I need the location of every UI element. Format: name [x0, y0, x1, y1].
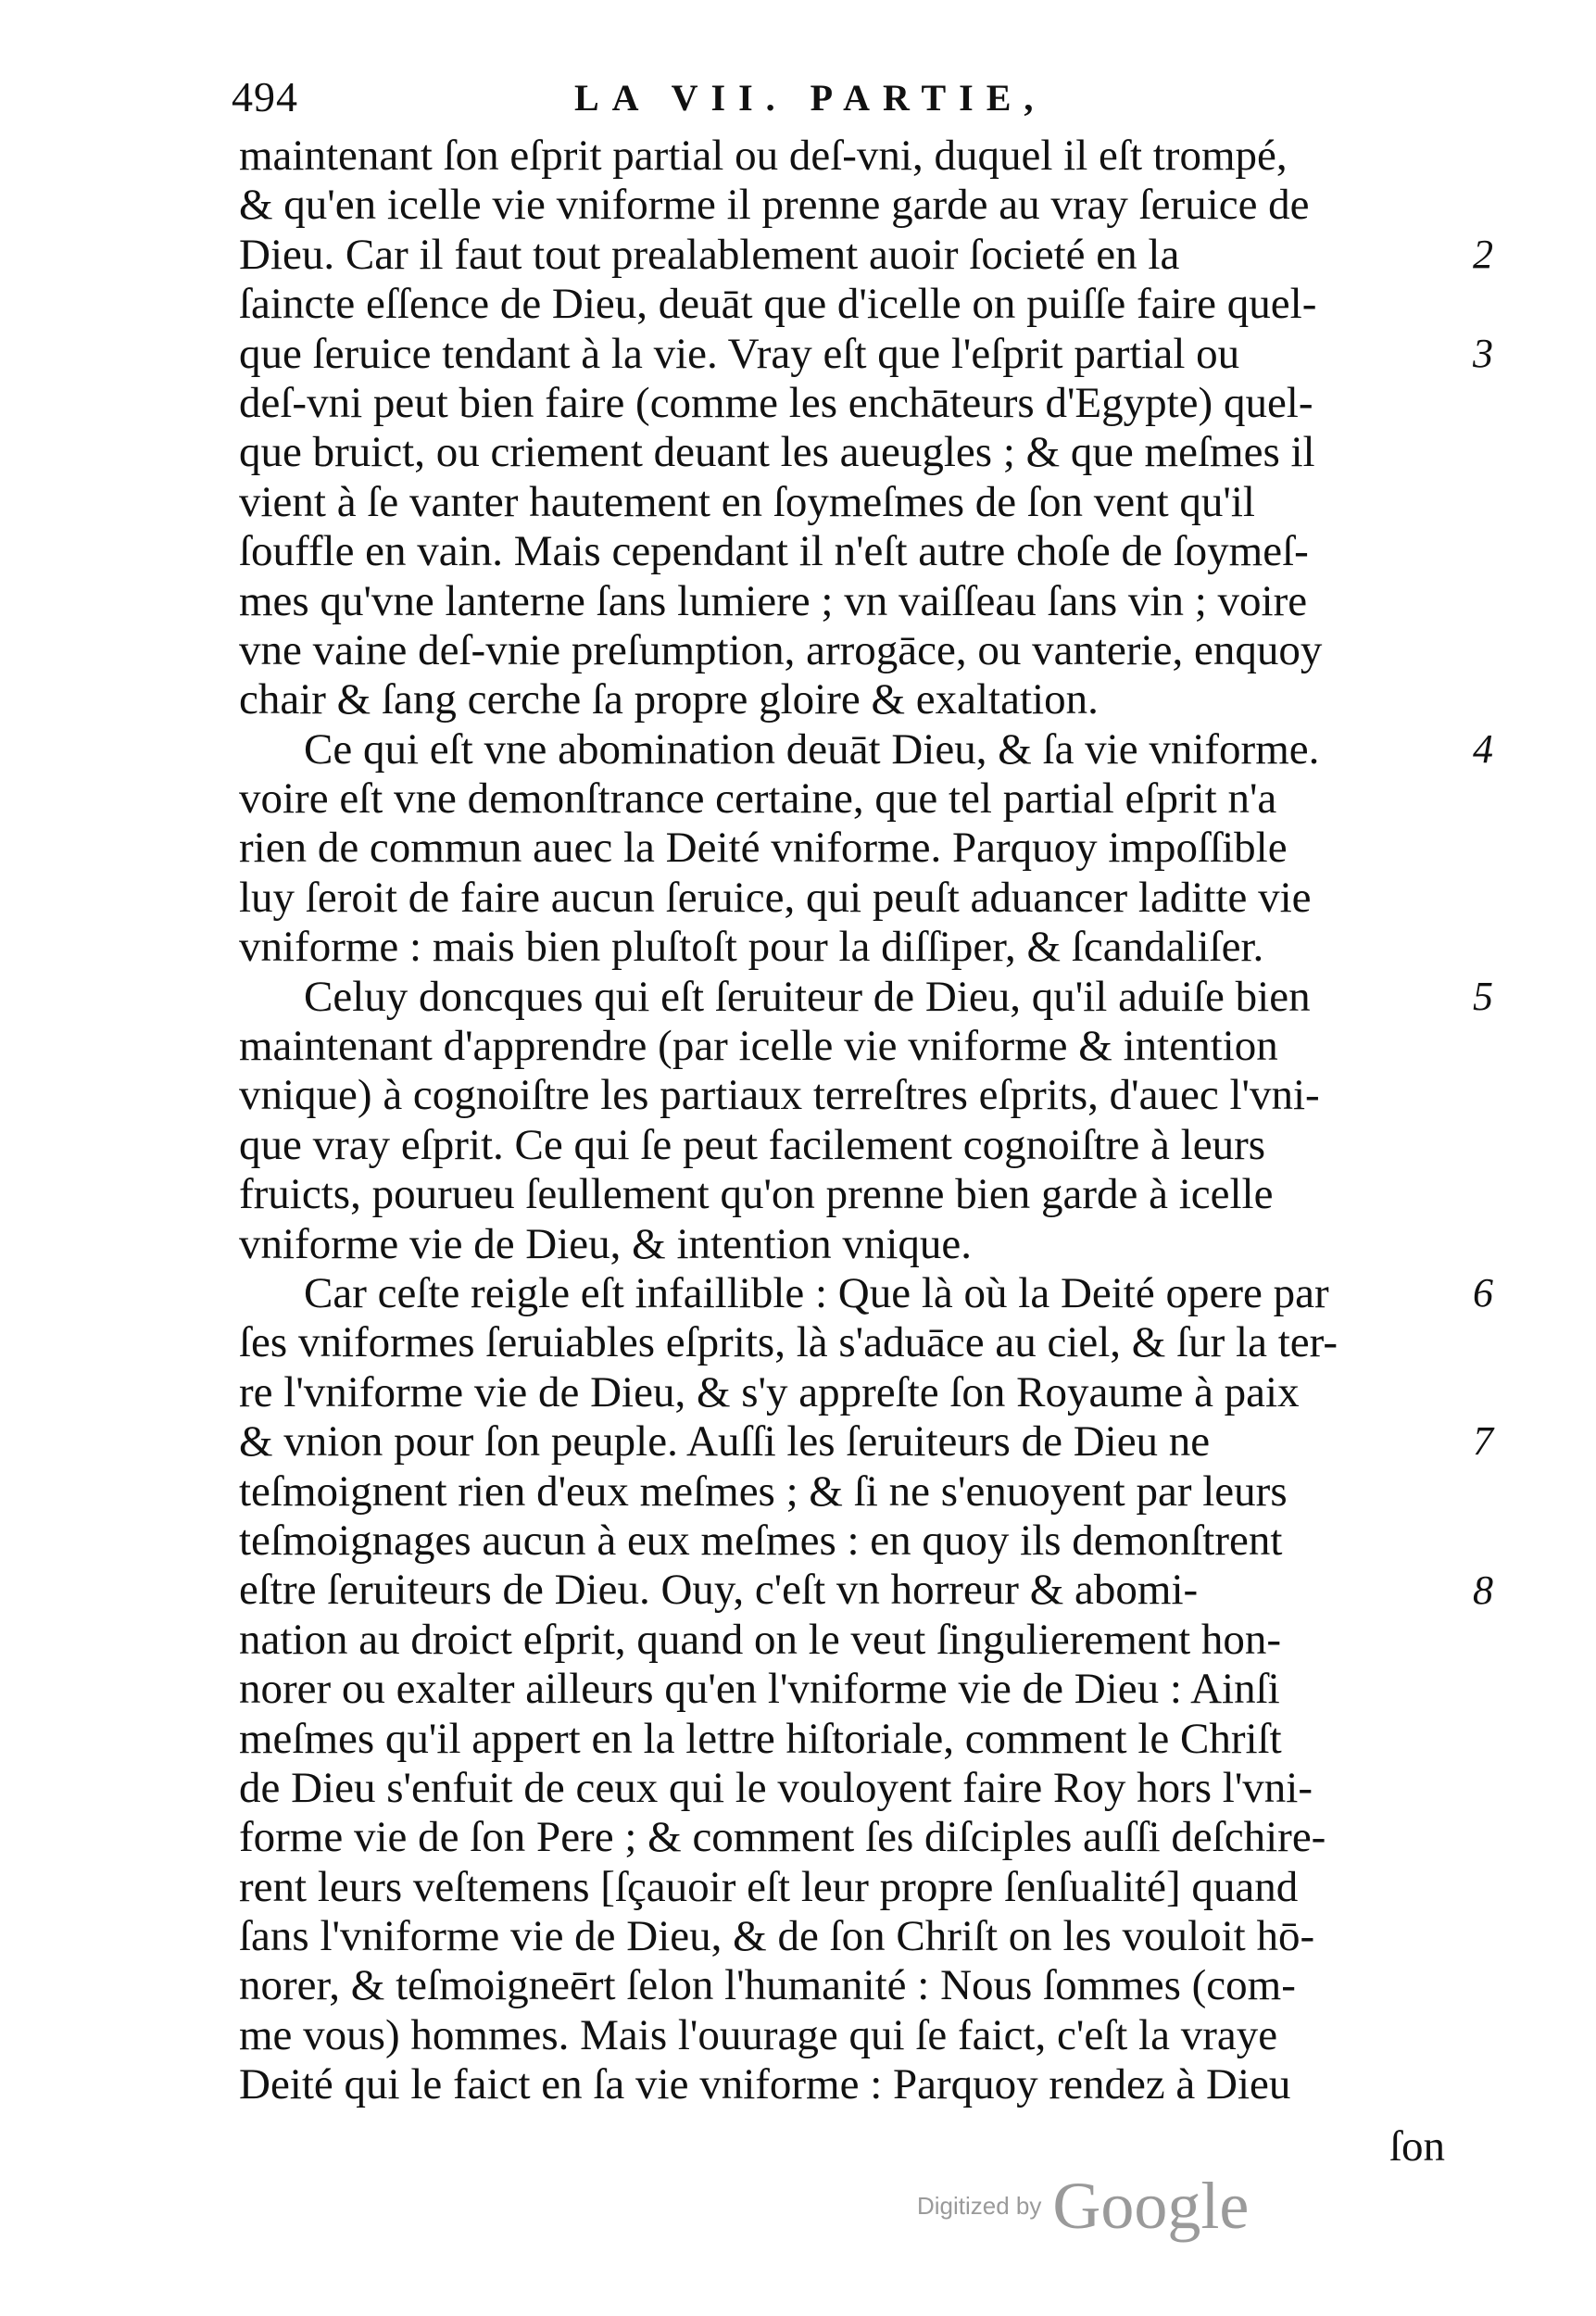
text-line: que vray eſprit. Ce qui ſe peut facilement cognoiſtre à leurs — [239, 1120, 1266, 1169]
text-line: de Dieu s'enfuit de ceux qui le vouloyent faire Roy hors l'vni- — [239, 1763, 1313, 1812]
text-line: luy ſeroit de faire aucun ſeruice, qui peuſt aduancer laditte vie — [239, 873, 1312, 922]
text-line: Dieu. Car il faut tout prealablement auoir ſocieté en la — [239, 230, 1180, 279]
text-line: teſmoignent rien d'eux meſmes ; & ſi ne s'enuoyent par leurs — [239, 1466, 1288, 1516]
text-line: fruicts, pourueu ſeullement qu'on prenne bien garde à icelle — [239, 1170, 1274, 1219]
text-line: Ce qui eſt vne abomination deuāt Dieu, & ſa vie vniforme. — [304, 724, 1320, 774]
text-line: mes qu'vne lanterne ſans lumiere ; vn vaiſſeau ſans vin ; voire — [239, 576, 1308, 625]
text-line: ſes vniformes ſeruiables eſprits, là s'aduāce au ciel, & ſur la ter- — [239, 1318, 1338, 1367]
text-line: que bruict, ou criement deuant les aueugles ; & que meſmes il — [239, 428, 1315, 477]
watermark-prefix: Digitized by — [917, 2192, 1042, 2220]
page-header — [232, 72, 1473, 137]
text-line: re l'vniforme vie de Dieu, & s'y appreſte ſon Royaume à paix — [239, 1367, 1300, 1416]
text-line: maintenant d'apprendre (par icelle vie vniforme & intention — [239, 1022, 1278, 1071]
text-line: & qu'en icelle vie vniforme il prenne garde au vray ſeruice de — [239, 181, 1310, 230]
text-line: meſmes qu'il appert en la lettre hiſtoriale, comment le Chriſt — [239, 1714, 1282, 1763]
margin-verse-number: 2 — [1473, 231, 1493, 277]
text-line: que ſeruice tendant à la vie. Vray eſt que l'eſprit partial ou — [239, 329, 1240, 378]
margin-verse-number: 7 — [1473, 1418, 1493, 1465]
text-line: deſ-vni peut bien faire (comme les enchāteurs d'Egypte) quel- — [239, 378, 1313, 427]
text-line: ſans l'vniforme vie de Dieu, & de ſon Chriſt on les vouloit hō- — [239, 1912, 1315, 1961]
text-line: eſtre ſeruiteurs de Dieu. Ouy, c'eſt vn horreur & abomi- — [239, 1566, 1199, 1615]
text-line: vient à ſe vanter hautement en ſoymeſmes de ſon vent qu'il — [239, 477, 1255, 526]
text-line: norer, & teſmoigneērt ſelon l'humanité : Nous ſommes (com- — [239, 1961, 1296, 2010]
text-line: voire eſt vne demonſtrance certaine, que tel partial eſprit n'a — [239, 774, 1277, 824]
text-line: norer ou exalter ailleurs qu'en l'vniforme vie de Dieu : Ainſi — [239, 1665, 1280, 1714]
margin-verse-number: 8 — [1473, 1567, 1493, 1613]
text-line: me vous) hommes. Mais l'ouurage qui ſe faict, c'eſt la vraye — [239, 2010, 1278, 2059]
catchword: ſon — [1389, 2122, 1446, 2171]
text-line: ſouffle en vain. Mais cependant il n'eſt autre choſe de ſoymeſ- — [239, 527, 1309, 576]
text-line: vnique) à cognoiſtre les partiaux terreſtres eſprits, d'auec l'vni- — [239, 1071, 1320, 1120]
text-line: rien de commun auec la Deité vniforme. Parquoy impoſſible — [239, 824, 1288, 873]
text-line: vne vaine deſ-vnie preſumption, arrogāce, ou vanterie, enquoy — [239, 625, 1323, 674]
margin-verse-number: 3 — [1473, 330, 1493, 376]
text-line: vniforme vie de Dieu, & intention vnique. — [239, 1219, 972, 1268]
text-line: forme vie de ſon Pere ; & comment ſes diſciples auſſi deſchire- — [239, 1813, 1326, 1862]
text-line: Deité qui le faict en ſa vie vniforme : Parquoy rendez à Dieu — [239, 2060, 1291, 2109]
margin-verse-number: 5 — [1473, 973, 1493, 1019]
body-text — [239, 132, 1462, 2110]
page-number: 494 — [232, 73, 298, 120]
text-line: Car ceſte reigle eſt infaillible : Que là où la Deité opere par — [304, 1268, 1329, 1317]
text-line: nation au droict eſprit, quand on le veut ſingulierement hon- — [239, 1615, 1282, 1664]
margin-verse-number: 4 — [1473, 725, 1493, 772]
margin-verse-number: 6 — [1473, 1270, 1493, 1316]
text-line: Celuy doncques qui eſt ſeruiteur de Dieu, qu'il aduiſe bien — [304, 972, 1311, 1021]
running-title: LA VII. PARTIE, — [574, 77, 1047, 119]
text-line: ſaincte eſſence de Dieu, deuāt que d'icelle on puiſſe faire quel- — [239, 280, 1317, 329]
digitized-watermark — [917, 2168, 1249, 2245]
watermark-brand: Google — [1052, 2169, 1250, 2243]
text-line: rent leurs veſtemens [ſçauoir eſt leur propre ſenſualité] quand — [239, 1862, 1299, 1911]
margin-notes — [1473, 132, 1528, 2170]
text-line: vniforme : mais bien pluſtoſt pour la diſſiper, & ſcandaliſer. — [239, 923, 1264, 972]
text-line: maintenant ſon eſprit partial ou deſ-vni, duquel il eſt trompé, — [239, 132, 1288, 180]
text-line: teſmoignages aucun à eux meſmes : en quoy ils demonſtrent — [239, 1516, 1283, 1565]
text-line: chair & ſang cerche ſa propre gloire & exaltation. — [239, 675, 1099, 724]
text-line: & vnion pour ſon peuple. Auſſi les ſeruiteurs de Dieu ne — [239, 1417, 1211, 1466]
